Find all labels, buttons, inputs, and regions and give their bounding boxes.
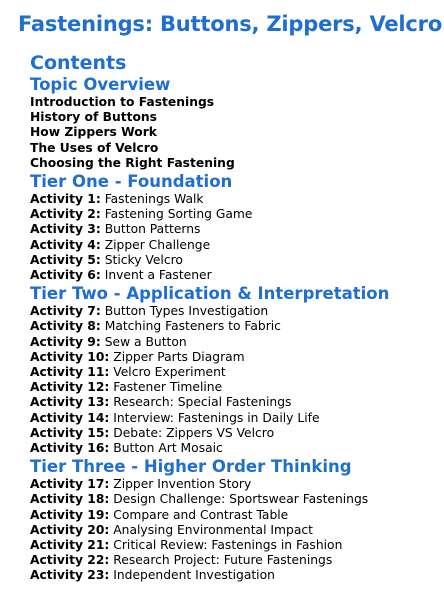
- activity-list: [30, 304, 426, 456]
- section-heading: Tier Two - Application & Interpretation: [30, 284, 390, 304]
- activity-title: Matching Fasteners to Fabric: [104, 319, 281, 334]
- activity-title: Fastener Timeline: [113, 380, 223, 395]
- list-item: [30, 238, 426, 253]
- activity-title: Sticky Velcro: [104, 252, 183, 267]
- activity-label: Activity 20:: [30, 522, 110, 537]
- list-item: [30, 192, 426, 207]
- list-item: [30, 553, 426, 568]
- list-item: [30, 253, 426, 268]
- list-item: [30, 304, 426, 319]
- activity-title: Interview: Fastenings in Daily Life: [113, 410, 320, 425]
- list-item: [30, 350, 426, 365]
- activity-label: Activity 3:: [30, 222, 101, 237]
- section-tier-two: [30, 283, 426, 456]
- activity-label: Activity 23:: [30, 568, 110, 583]
- list-item: Introduction to Fastenings: [30, 95, 215, 109]
- list-item: [30, 523, 426, 538]
- activity-label: Activity 15:: [30, 425, 110, 440]
- activity-title: Zipper Challenge: [104, 237, 211, 252]
- document-title: Fastenings: Buttons, Zippers, Velcro: [18, 12, 443, 36]
- activity-label: Activity 6:: [30, 268, 101, 283]
- activity-label: Activity 4:: [30, 237, 101, 252]
- activity-label: Activity 12:: [30, 380, 110, 395]
- list-item: [30, 492, 426, 507]
- activity-label: Activity 7:: [30, 304, 101, 319]
- list-item: [30, 207, 426, 222]
- activity-list: [30, 192, 426, 283]
- list-item: [30, 365, 426, 380]
- activity-label: Activity 5:: [30, 252, 101, 267]
- list-item: [30, 335, 426, 350]
- activity-label: Activity 9:: [30, 334, 101, 349]
- activity-title: Debate: Zippers VS Velcro: [113, 425, 275, 440]
- activity-list: [30, 477, 426, 583]
- activity-title: Critical Review: Fastenings in Fashion: [113, 538, 343, 553]
- activity-label: Activity 18:: [30, 492, 110, 507]
- list-item: The Uses of Velcro: [30, 140, 159, 155]
- activity-title: Invent a Fastener: [104, 268, 212, 283]
- section-topic-overview: [30, 74, 426, 171]
- activity-label: Activity 16:: [30, 441, 110, 456]
- activity-title: Button Types Investigation: [104, 304, 269, 319]
- list-item: [30, 222, 426, 237]
- activity-title: Zipper Invention Story: [113, 477, 252, 492]
- list-item: [30, 441, 426, 456]
- activity-title: Research: Special Fastenings: [113, 395, 292, 410]
- section-heading: Tier One - Foundation: [30, 172, 233, 192]
- list-item: [30, 411, 426, 426]
- activity-label: Activity 10:: [30, 349, 110, 364]
- activity-title: Button Art Mosaic: [113, 441, 223, 456]
- section-tier-one: [30, 171, 426, 283]
- activity-label: Activity 19:: [30, 507, 110, 522]
- activity-title: Sew a Button: [104, 334, 187, 349]
- list-item: Choosing the Right Fastening: [30, 155, 235, 170]
- contents-heading: Contents: [30, 52, 127, 74]
- activity-label: Activity 22:: [30, 553, 110, 568]
- activity-label: Activity 2:: [30, 207, 101, 222]
- activity-label: Activity 8:: [30, 319, 101, 334]
- list-item: History of Buttons: [30, 110, 157, 125]
- activity-title: Independent Investigation: [113, 568, 275, 583]
- section-tier-three: [30, 456, 426, 583]
- activity-label: Activity 1:: [30, 192, 101, 207]
- list-item: [30, 268, 426, 283]
- activity-title: Zipper Parts Diagram: [113, 349, 245, 364]
- activity-title: Analysing Environmental Impact: [113, 522, 313, 537]
- list-item: [30, 568, 426, 583]
- section-heading: Tier Three - Higher Order Thinking: [30, 457, 352, 477]
- activity-title: Velcro Experiment: [113, 365, 226, 380]
- activity-title: Button Patterns: [104, 222, 201, 237]
- list-item: [30, 477, 426, 492]
- activity-label: Activity 21:: [30, 538, 110, 553]
- activity-title: Fastening Sorting Game: [104, 207, 253, 222]
- activity-label: Activity 14:: [30, 410, 110, 425]
- activity-label: Activity 11:: [30, 365, 110, 380]
- list-item: [30, 395, 426, 410]
- list-item: [30, 538, 426, 553]
- list-item: How Zippers Work: [30, 125, 157, 140]
- list-item: [30, 508, 426, 523]
- activity-title: Research Project: Future Fastenings: [113, 553, 333, 568]
- list-item: [30, 319, 426, 334]
- list-item: [30, 426, 426, 441]
- activity-title: Compare and Contrast Table: [113, 507, 289, 522]
- section-heading: Topic Overview: [30, 75, 171, 94]
- list-item: [30, 380, 426, 395]
- activity-title: Design Challenge: Sportswear Fastenings: [113, 492, 369, 507]
- activity-title: Fastenings Walk: [104, 192, 204, 207]
- overview-list: [30, 95, 426, 171]
- activity-label: Activity 17:: [30, 477, 110, 492]
- activity-label: Activity 13:: [30, 395, 110, 410]
